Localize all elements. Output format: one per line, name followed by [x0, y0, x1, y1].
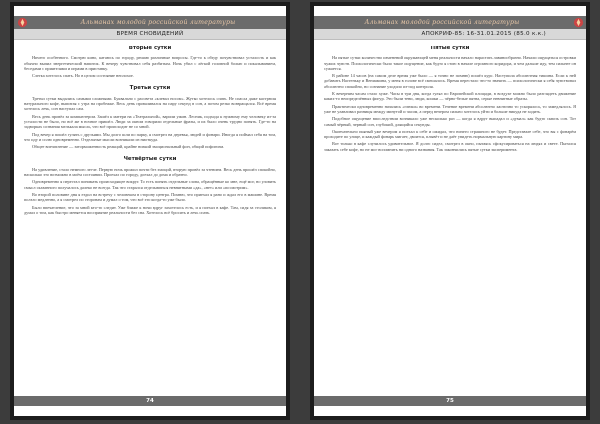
- left-content: [24, 46, 276, 394]
- left-page: [14, 6, 286, 416]
- paragraph: Ничего особенного. Смотрю кино, катаюсь по городу, решаю различные вопросы. Где-то к обеду почувствовал усталость и как обычно выпил энергетический напиток. К вечеру чувствовал себя разбитым. Ночь убил с лёгкой головной болью и покалыванием, беседами с приятелями и играми в приставку.: [24, 55, 276, 71]
- section-heading: Вторые сутки: [128, 46, 172, 51]
- section-heading: Третьи сутки: [129, 85, 171, 92]
- paragraph: Вот только в кафе случилось удивительное. Я долго сидел, смотрел в окно, пытаясь сфокусироваться на людях и свете. Пытался заказать себе кофе, но не мог вспомнить ни одного названия. Так закончились пятые сутки эксперимента.: [324, 141, 576, 152]
- paragraph: Третьи сутки выдались самыми сложными. Буквально с рассвета «клевал носом». Жутко хотелось спать. Не спасла даже кастрюля натурального кофе, выпитая с утра на пробежке. Весь день проваливался на пару секунд в сон, а потом резко возвращался. Всё время хотелось лечь, сон наступал сам.: [24, 95, 276, 112]
- paragraph: На пятые сутки количество изменений окружающей меня реальности начало нарастать лавинообразно. Начали ощущаться островки чужих чувств. Психологически было такое ощущение, как будто я стою в начале огромного коридора, и чем дальше иду, тем сильнее он сужается.: [324, 55, 576, 71]
- right-page: [314, 6, 586, 416]
- paragraph: На удивление, стало немного легче. Первую ночь прожил почти без эмоций, вторую провёл за чтением. Весь день прошёл спокойно, насколько это возможно в моём состоянии. Проехал по городу, доехал до дома и обратно.: [24, 166, 276, 178]
- paragraph: Общее впечатление — заторможенность реакций, крайне низкий эмоциональный фон, общий пофигизм.: [32, 144, 225, 150]
- paragraph: Подобное ощущение впоследствии возникало уже несколько раз — когда я вдруг выпадал и «думал» как будто сквозь сон. Тот самый чёрный, черный сон, глубокий, длящийся секунды.: [324, 116, 576, 127]
- right-content: [324, 46, 576, 394]
- paragraph: Весь день провёл за компьютером. Зашёл к матери на «Театральной», варили ужин. Лесник, подхода к нужному ему человеку из-за усталости не было, но всё же в ночное пришёл. Люди за окном говорили отдельные фразы, и их было очень трудно понять. Где-то на задворках сознания мелькала мысль, что всё происходит не со мной.: [24, 113, 276, 130]
- paragraph: Окончательно пьяный уже вечером я поехал к себе и ожидал, что ничего страшного не будет. Представьте себе, что вы с фонарём проходите по улице, и каждый фонарь мигает, двоится, плывёт и не даёт увидеть нормальную картину мира.: [324, 128, 576, 140]
- left-section-band: [14, 29, 286, 40]
- section-heading: Пятые сутки: [430, 46, 470, 51]
- right-section-band: [314, 29, 586, 40]
- paragraph: Во второй половине дня я ездил на встречу с человеком в сторону центра. Помню, что приехал я рано и ждал его в машине. Время ползло медленно, а я смотрел по сторонам и думал о том, что всё это когда-то уже было.: [24, 191, 276, 203]
- section-heading: Четвёртые сутки: [123, 156, 177, 163]
- left-footer: [14, 396, 286, 406]
- page-number: 74: [146, 398, 154, 404]
- paragraph: К вечерним часам стало хуже. Часы в три дня, когда гулял по Европейской площади, в воздухе можно было разглядеть движение каких-то неопределённых фигур. Это были тени, люди, кошки — чёрно-белые пятна, серые невнятные образы.: [324, 91, 576, 102]
- paragraph: Одновременно я перестал понимать происходящее вокруг. То есть понять отдельные слова, обращённые ко мне, ещё мог, но уловить смысл сказанного получалось далеко не всегда. Так что старался отделываться невнятными «да», «нет» или «посмотрим».: [24, 179, 276, 190]
- left-section-label: ВРЕМЯ СНОВИДЕНИЙ: [116, 31, 184, 37]
- page-number: 75: [446, 398, 454, 404]
- right-header-title: Альманах молодой российской литературы: [364, 19, 520, 26]
- paragraph: Слегка хотелось спать. Но в целом состояние неплохое.: [32, 73, 134, 79]
- almanac-logo-icon: [14, 16, 30, 29]
- left-header-band: [14, 16, 286, 29]
- right-footer: [314, 396, 586, 406]
- paragraph: Практически одновременно начались «глюки» во времени. Течение времени абсолютно хаотично то ускорялось, то замедлялось. Я уже не улавливал разницы между минутой и часом, а перед вечером сильно хотелось уйти и больше никуда не ходить.: [324, 103, 576, 114]
- paragraph: Под вечер я пошёл гулять с друзьями. Мы долго шли по парку, я смотрел на деревья, людей и фонари. Иногда я поймал себя на том, что иду и сплю одновременно. Отдельные мысли возникали из ниоткуда.: [24, 131, 276, 142]
- paragraph: Было впечатление, что за мной кто-то следит. Уже ближе к ночи вдруг захотелось есть, и я поехал в кафе. Там, сидя за столиком, я думал о том, как быстро меняется восприятие реальности без сна. Хотелось всё бросить и лечь спать.: [24, 204, 276, 215]
- left-header-title: Альманах молодой российской литературы: [80, 19, 236, 26]
- almanac-logo-icon: [570, 16, 586, 29]
- paragraph: В районе 14 часов (на самом деле время уже было — я точно не помню) пошёл курс. Наступила абсолютная тишина. Если к ней добавить Настеньку и Вениамина, у меня в голове всё смешалось. Время перестало что-то значить — психологически я себя чувствовал абсолютно спокойно, но сознание уходило из-под контроля.: [324, 73, 576, 89]
- right-header-band: [314, 16, 586, 29]
- right-section-label: АПОКРИФ-85: 16-31.01.2015 (85.0 к.к.): [421, 31, 546, 37]
